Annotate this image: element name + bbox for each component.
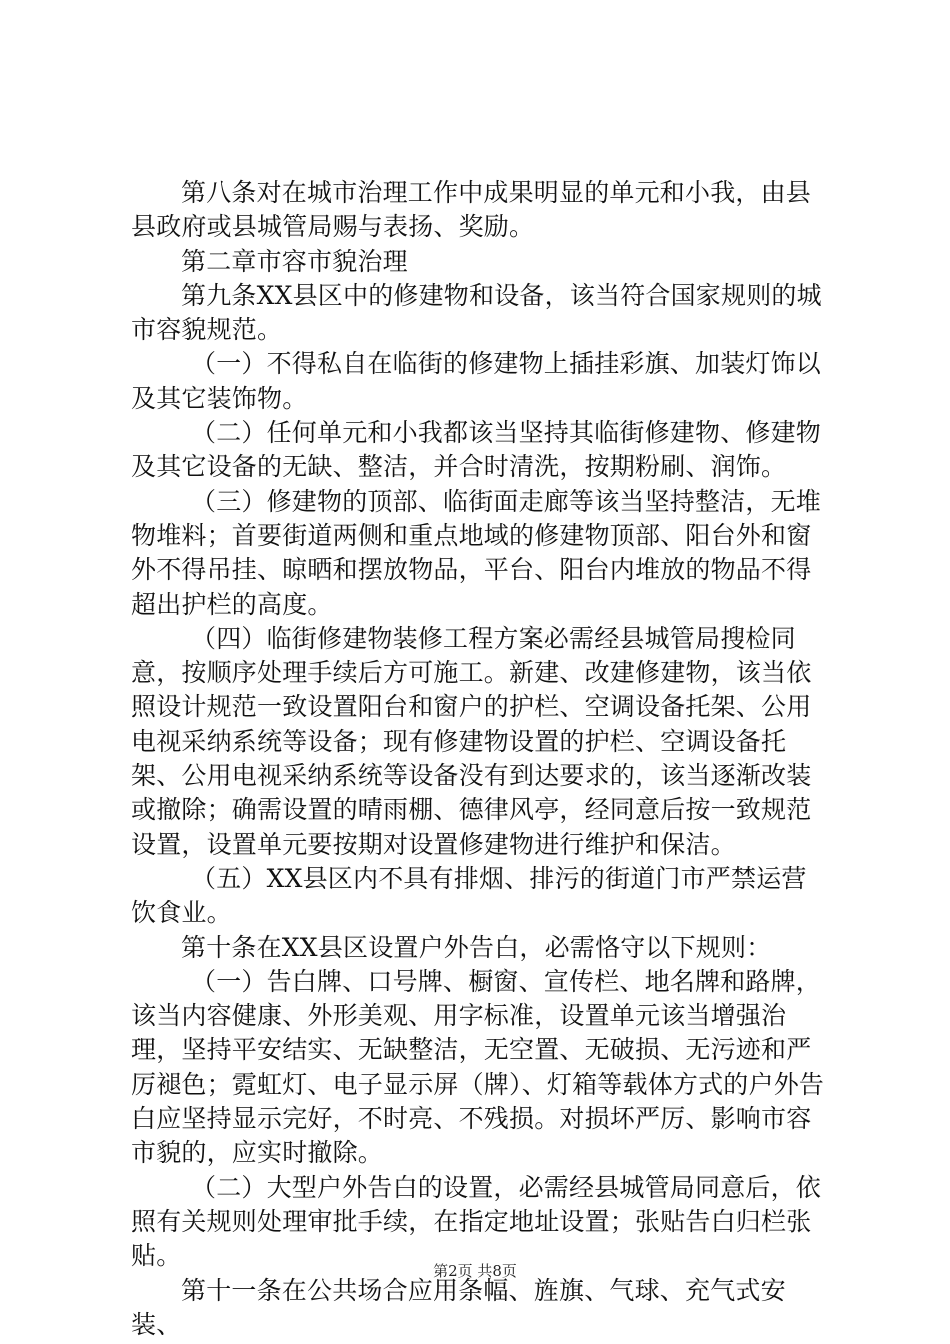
page-number-footer: 第2页 共8页	[433, 1262, 517, 1280]
paragraph-article-9-item-2: （二）任何单元和小我都该当坚持其临街修建物、修建物及其它设备的无缺、整洁，并合时清洗，按期粉刷、润饰。	[131, 418, 822, 482]
paragraph-article-10: 第十条在XX县区设置户外告白，必需恪守以下规则：	[181, 932, 772, 962]
paragraph-article-9: 第九条XX县区中的修建物和设备，该当符合国家规则的城市容貌规范。	[131, 280, 822, 345]
paragraph-article-9-item-4: （四）临街修建物装修工程方案必需经县城管局搜检同意，按顺序处理手续后方可施工。新建、改建修建物，该当依照设计规范一致设置阳台和窗户的护栏、空调设备托架、公用电视采纳系统等设备；现有修建物设置的护栏、空调设备托架、公用电视采纳系统等设备没有到达要求的，该当逐渐改装或撤除；确需设置的晴雨棚、德律风亭，经同意后按一致规范设置，设置单元要按期对设置修建物进行维护和保洁。	[131, 623, 812, 859]
paragraph-article-11: 第十一条在公共场合应用条幅、旌旗、气球、充气式安装、	[131, 1275, 786, 1339]
chapter-heading-2: 第二章市容市貌治理	[181, 246, 408, 276]
paragraph-article-9-item-1: （一）不得私自在临街的修建物上插挂彩旗、加装灯饰以及其它装饰物。	[131, 349, 822, 413]
paragraph-article-9-item-3: （三）修建物的顶部、临街面走廊等该当坚持整洁，无堆物堆料；首要街道两侧和重点地域的修建物顶部、阳台外和窗外不得吊挂、晾晒和摆放物品，平台、阳台内堆放的物品不得超出护栏的高度。	[131, 486, 822, 619]
document-body	[131, 176, 831, 1342]
paragraph-article-8: 第八条对在城市治理工作中成果明显的单元和小我，由县县政府或县城管局赐与表扬、奖励。	[131, 178, 812, 242]
paragraph-article-10-item-2: （二）大型户外告白的设置，必需经县城管局同意后，依照有关规则处理审批手续，在指定地址设置；张贴告白归栏张贴。	[131, 1172, 822, 1271]
paragraph-article-10-item-1: （一）告白牌、口号牌、橱窗、宣传栏、地名牌和路牌，该当内容健康、外形美观、用字标准，设置单元该当增强治理，坚持平安结实、无缺整洁，无空置、无破损、无污迹和严厉褪色；霓虹灯、电子显示屏（牌）、灯箱等载体方式的户外告白应坚持显示完好，不时亮、不残损。对损坏严厉、影响市容市貌的，应实时撤除。	[131, 966, 825, 1168]
paragraph-article-9-item-5: （五）XX县区内不具有排烟、排污的街道门市严禁运营饮食业。	[131, 863, 807, 928]
